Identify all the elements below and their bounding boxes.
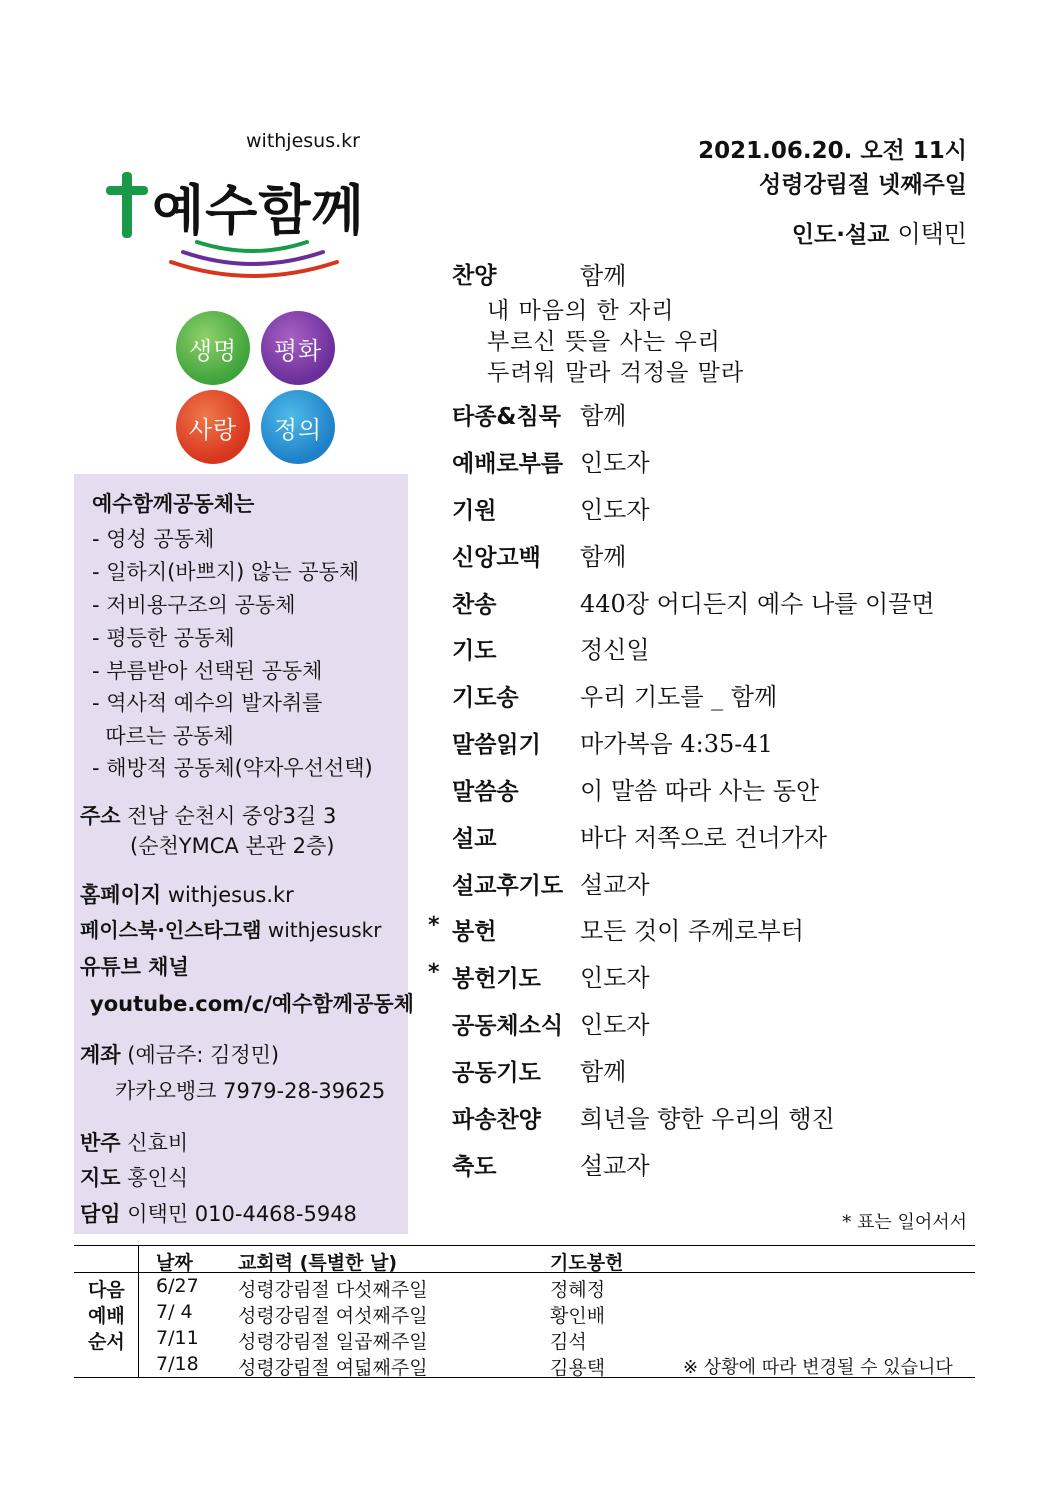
table-cell-calendar: 성령강림절 다섯째주일 [238,1279,428,1301]
homepage [80,879,294,909]
youtube-label: 유튜브 채널 [80,955,189,979]
value-circle-love: 사랑 [176,390,250,464]
pastor [80,1198,357,1228]
account-label: 계좌 [80,1043,121,1067]
order-value: 설교자 [580,1152,650,1180]
community-title: 예수함께공동체는 [92,492,255,516]
value-circle-justice: 정의 [261,390,335,464]
leader-label: 인도·설교 [791,222,890,248]
community-item: - 역사적 예수의 발자취를 [92,691,323,715]
order-value: 인도자 [580,449,650,477]
table-divider [138,1245,139,1377]
table-side-label: 다음 [88,1279,125,1301]
pastor-label: 담임 [80,1202,121,1226]
order-label: 봉헌기도 [452,966,541,992]
cross-icon-bar [106,186,148,195]
order-value: 모든 것이 주께로부터 [580,917,804,945]
table-cell-prayer: 김용택 [550,1357,606,1379]
order-label: 타종&침묵 [452,404,561,430]
accompanist [80,1127,188,1157]
community-item: - 평등한 공동체 [92,626,235,650]
order-label: 봉헌 [452,919,497,945]
community-item: - 영성 공동체 [92,527,215,551]
order-value: 함께 [580,543,627,571]
site-url: withjesus.kr [246,130,360,152]
homepage-label: 홈페이지 [80,883,162,907]
youtube-link[interactable]: youtube.com/c/예수함께공동체 [90,992,414,1016]
accompanist-label: 반주 [80,1131,121,1155]
table-cell-date: 6/27 [156,1275,199,1297]
address-label: 주소 [80,804,121,828]
pastor-contact: 이택민 010-4468-5948 [127,1202,357,1226]
order-value: 마가복음 4:35-41 [580,730,773,758]
order-label: 신앙고백 [452,545,541,571]
table-cell-calendar: 성령강림절 일곱째주일 [238,1331,428,1353]
logo-title: 예수함께 [152,179,365,242]
value-circle-peace: 평화 [261,311,335,385]
standing-note: * 표는 일어서서 [842,1212,967,1233]
value-circle-life: 생명 [176,311,250,385]
order-value: 바다 저쪽으로 건너가자 [580,824,828,852]
leader-name: 이택민 [897,220,967,248]
address-line1: 전남 순천시 중앙3길 3 [127,804,337,828]
order-label: 기원 [452,498,497,524]
order-value: 인도자 [580,1011,650,1039]
hymn-line: 두려워 말라 걱정을 말라 [487,360,745,386]
order-label: 설교후기도 [452,873,564,899]
accompanist-name: 신효비 [127,1131,189,1155]
table-cell-prayer: 김석 [550,1331,587,1353]
order-label: 파송찬양 [452,1107,541,1133]
order-value: 이 말씀 따라 사는 동안 [580,777,820,805]
account [80,1039,279,1069]
table-header-rule [74,1272,975,1273]
table-side-label: 예배 [88,1305,125,1327]
schedule-note: ※ 상황에 따라 변경될 수 있습니다 [683,1357,953,1378]
community-item: - 일하지(바쁘지) 않는 공동체 [92,560,360,584]
standing-mark: * [428,913,440,938]
order-value: 희년을 향한 우리의 행진 [580,1105,835,1133]
order-label: 말씀송 [452,779,519,805]
order-label: 말씀읽기 [452,732,541,758]
community-item: 따르는 공동체 [92,724,234,748]
table-cell-prayer: 정혜정 [550,1279,606,1301]
hymn-value: 함께 [580,262,627,290]
address-line2: (순천YMCA 본관 2층) [130,834,335,858]
order-label: 예배로부름 [452,451,564,477]
order-label: 기도 [452,638,497,664]
sns-handle[interactable]: withjesuskr [267,918,382,942]
table-cell-calendar: 성령강림절 여섯째주일 [238,1305,428,1327]
order-label: 축도 [452,1154,497,1180]
table-header-date: 날짜 [156,1252,193,1274]
order-label: 공동기도 [452,1060,541,1086]
order-value: 440장 어디든지 예수 나를 이끌면 [580,590,935,618]
account-holder: (예금주: 김정민) [127,1043,280,1067]
service-week: 성령강림절 넷째주일 [759,172,967,198]
hymn-line: 내 마음의 한 자리 [487,298,675,324]
table-top-rule [74,1245,975,1246]
order-label: 설교 [452,826,497,852]
service-leader [792,214,967,249]
table-cell-calendar: 성령강림절 여덟째주일 [238,1357,428,1379]
order-value: 함께 [580,1058,627,1086]
account-number: 카카오뱅크 7979-28-39625 [115,1079,386,1103]
guide-label: 지도 [80,1166,121,1190]
order-value: 함께 [580,402,627,430]
cross-icon [122,172,132,238]
order-value: 인도자 [580,496,650,524]
address [80,800,336,830]
table-cell-date: 7/18 [156,1353,199,1375]
homepage-link[interactable]: withjesus.kr [167,883,294,907]
standing-mark: * [428,960,440,985]
hymn-label: 찬양 [452,263,497,289]
order-label: 공동체소식 [452,1013,564,1039]
guide-name: 홍인식 [127,1166,189,1190]
table-header-prayer: 기도봉헌 [550,1252,624,1274]
order-value: 우리 기도를 _ 함께 [580,683,778,711]
rainbow-arcs-icon [165,232,345,282]
order-label: 기도송 [452,685,519,711]
community-item: - 부름받아 선택된 공동체 [92,659,323,683]
community-item: - 해방적 공동체(약자우선선택) [92,756,373,780]
table-cell-date: 7/11 [156,1327,199,1349]
table-side-label: 순서 [88,1331,125,1353]
order-value: 인도자 [580,964,650,992]
order-value: 정신일 [580,636,650,664]
sns-label: 페이스북·인스타그램 [80,918,262,942]
community-item: - 저비용구조의 공동체 [92,593,296,617]
table-cell-date: 7/ 4 [156,1301,193,1323]
service-datetime: 2021.06.20. 오전 11시 [698,138,967,164]
table-header-calendar: 교회력 (특별한 날) [238,1252,398,1274]
guide [80,1162,188,1192]
sns [80,914,381,943]
order-label: 찬송 [452,592,497,618]
order-value: 설교자 [580,871,650,899]
table-cell-prayer: 황인배 [550,1305,606,1327]
hymn-line: 부르신 뜻을 사는 우리 [487,329,721,355]
